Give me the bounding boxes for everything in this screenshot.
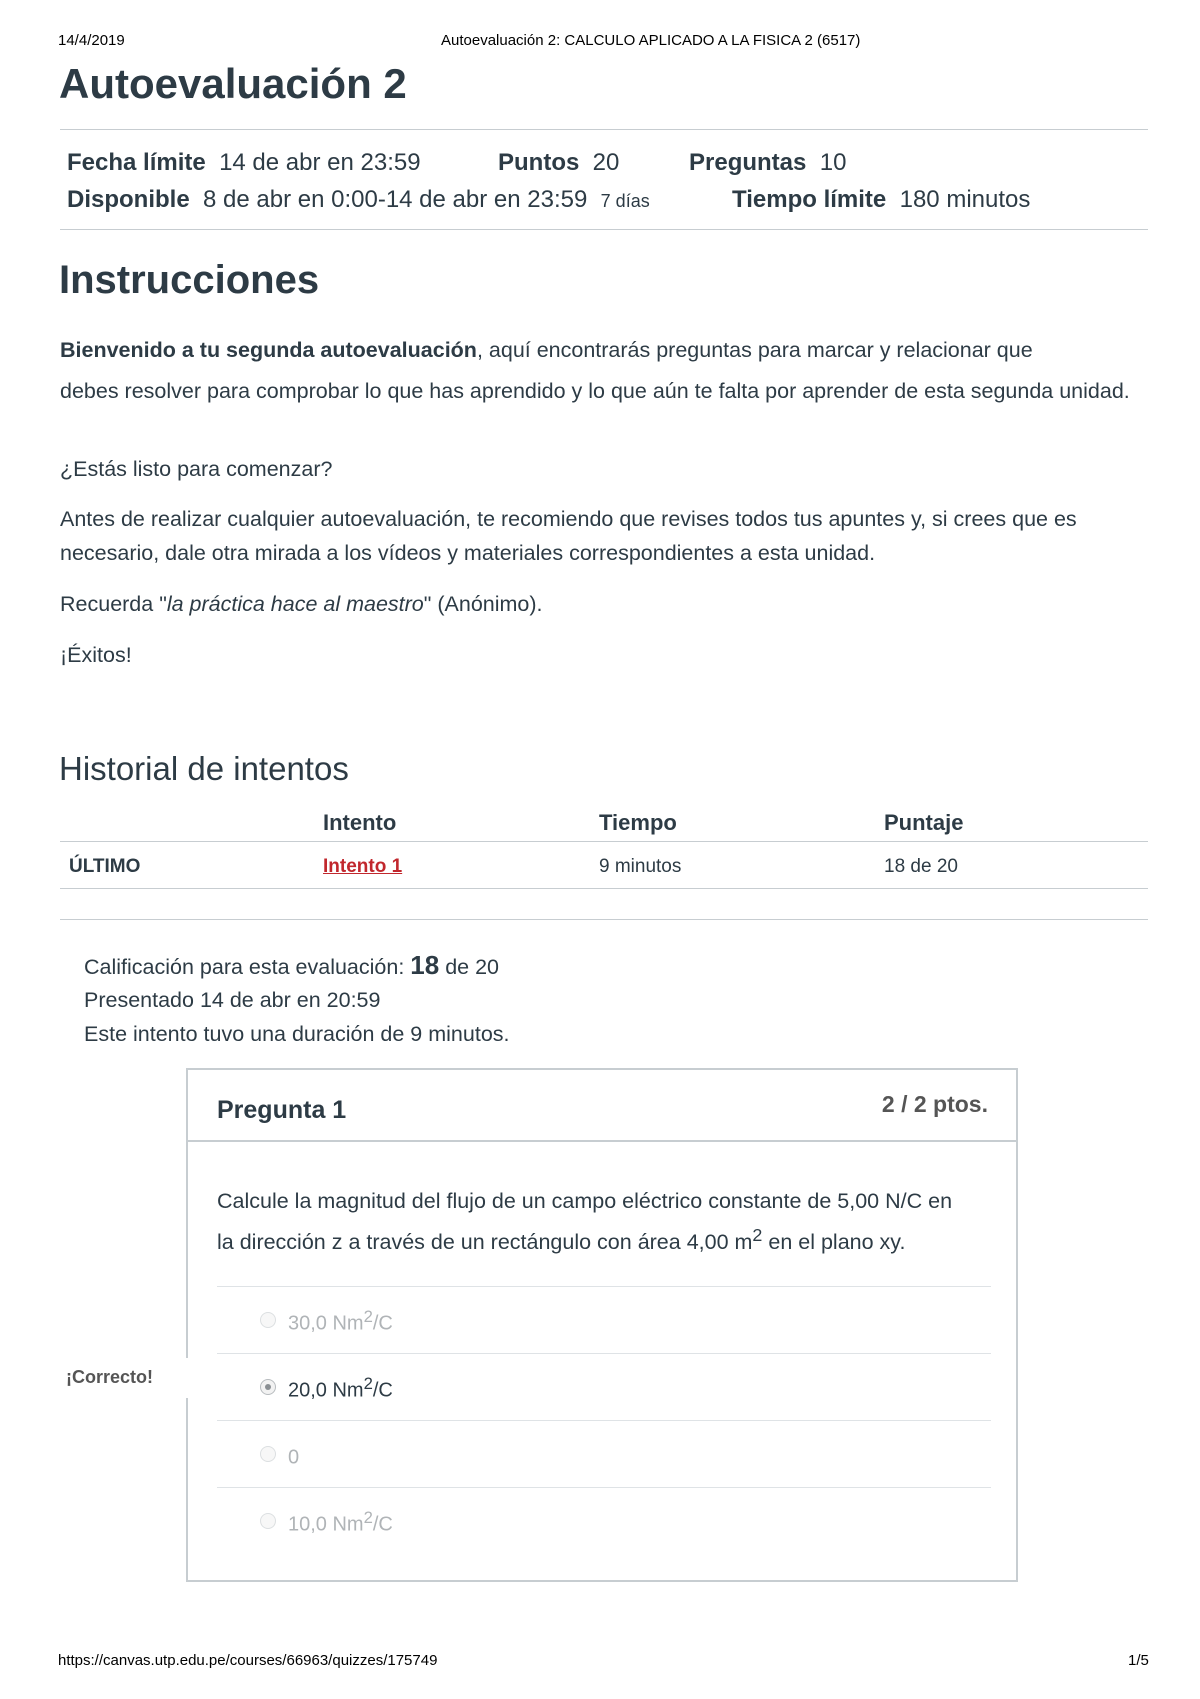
availability <box>67 186 650 214</box>
print-date: 14/4/2019 <box>58 32 125 49</box>
table-row-rule <box>60 888 1148 889</box>
question-title: Pregunta 1 <box>217 1096 347 1124</box>
quote <box>60 592 1140 617</box>
print-title: Autoevaluación 2: CALCULO APLICADO A LA FISICA 2 (6517) <box>441 32 861 49</box>
question-text-line-1: Calcule la magnitud del flujo de un campo eléctrico constante de 5,00 N/C en <box>217 1189 953 1213</box>
correct-answer-tag <box>58 1358 188 1398</box>
instructions-heading: Instrucciones <box>59 258 320 302</box>
available-value: 8 de abr en 0:00-14 de abr en 23:59 <box>203 186 588 213</box>
points-label: Puntos <box>498 149 580 176</box>
question-exponent: 2 <box>752 1225 763 1245</box>
col-attempt: Intento <box>323 810 397 835</box>
attempt-time: 9 minutos <box>599 856 682 877</box>
due-label: Fecha límite <box>67 149 206 176</box>
divider <box>60 919 1148 920</box>
due-date <box>67 149 421 177</box>
instructions-paragraph-cont: debes resolver para comprobar lo que has aprendido y lo que aún te falta por aprender de esta segunda unidad. <box>60 379 1130 403</box>
submitted-at: Presentado 14 de abr en 20:59 <box>84 988 381 1012</box>
score-total: de 20 <box>445 955 499 979</box>
points <box>498 149 619 177</box>
col-time: Tiempo <box>599 810 677 835</box>
answer-option[interactable] <box>217 1487 991 1555</box>
history-heading: Historial de intentos <box>59 750 349 787</box>
print-url: https://canvas.utp.edu.pe/courses/66963/quizzes/175749 <box>58 1652 438 1669</box>
question-text-line-2-end: en el plano xy. <box>762 1230 906 1255</box>
time-limit-value: 180 minutos <box>899 186 1031 213</box>
quote-post: " (Anónimo). <box>423 592 543 616</box>
question-card <box>186 1068 1018 1582</box>
divider <box>60 229 1148 230</box>
time-limit <box>732 186 1030 214</box>
answer-label: 20,0 Nm$^2$/C <box>288 1374 393 1402</box>
print-page-number: 1/5 <box>1128 1652 1149 1669</box>
col-score: Puntaje <box>884 810 964 835</box>
welcome-rest: , aquí encontrarás preguntas para marcar y relacionar que <box>476 338 1033 362</box>
attempt-duration: Este intento tuvo una duración de 9 minutos. <box>84 1022 510 1046</box>
score-label: Calificación para esta evaluación: <box>84 955 405 979</box>
question-text-line-2: la dirección z a través de un rectángulo con área 4,00 m <box>217 1230 753 1255</box>
answer-label: 10,0 Nm$^2$/C <box>288 1508 393 1536</box>
questions-count <box>689 149 846 177</box>
answer-option[interactable] <box>217 1420 991 1488</box>
question-text <box>217 1184 997 1259</box>
radio-button[interactable] <box>260 1513 276 1529</box>
radio-button-selected[interactable] <box>260 1379 276 1395</box>
question-header <box>188 1070 1016 1142</box>
correct-label: ¡Correcto! <box>66 1367 154 1387</box>
attempt-score: 18 de 20 <box>884 856 958 877</box>
question-points: 2 / 2 ptos. <box>881 1091 988 1117</box>
answer-option-selected[interactable] <box>217 1353 991 1421</box>
points-value: 20 <box>592 149 620 176</box>
available-label: Disponible <box>67 186 190 213</box>
answer-label: 0 <box>288 1446 300 1469</box>
good-luck: ¡Éxitos! <box>60 643 132 667</box>
answer-option[interactable] <box>217 1286 991 1354</box>
attempt-link[interactable] <box>323 856 402 878</box>
answer-label: 30,0 Nm$^2$/C <box>288 1307 393 1335</box>
quote-italic: la práctica hace al maestro <box>166 592 424 616</box>
score-value: 18 <box>410 950 440 980</box>
row-label: ÚLTIMO <box>69 856 141 877</box>
questions-value: 10 <box>819 149 847 176</box>
page-title: Autoevaluación 2 <box>59 60 407 107</box>
quote-pre: Recuerda " <box>60 592 167 616</box>
radio-button[interactable] <box>260 1312 276 1328</box>
score-summary <box>84 950 499 981</box>
recommendation-line-1: Antes de realizar cualquier autoevaluación, te recomiendo que revises todos tus apuntes y, si crees que es <box>60 507 1077 531</box>
divider <box>60 129 1148 130</box>
time-limit-label: Tiempo límite <box>732 186 887 213</box>
radio-button[interactable] <box>260 1446 276 1462</box>
available-days: 7 días <box>600 191 650 211</box>
questions-label: Preguntas <box>689 149 807 176</box>
recommendation-line-2: necesario, dale otra mirada a los vídeos y materiales correspondientes a esta unidad. <box>60 541 876 565</box>
instructions-paragraph <box>60 338 1140 363</box>
ready-question: ¿Estás listo para comenzar? <box>60 457 333 481</box>
table-header-rule <box>60 841 1148 842</box>
attempt-link-text[interactable]: Intento 1 <box>323 856 403 877</box>
due-value: 14 de abr en 23:59 <box>219 149 421 176</box>
welcome-bold: Bienvenido a tu segunda autoevaluación <box>60 338 477 362</box>
